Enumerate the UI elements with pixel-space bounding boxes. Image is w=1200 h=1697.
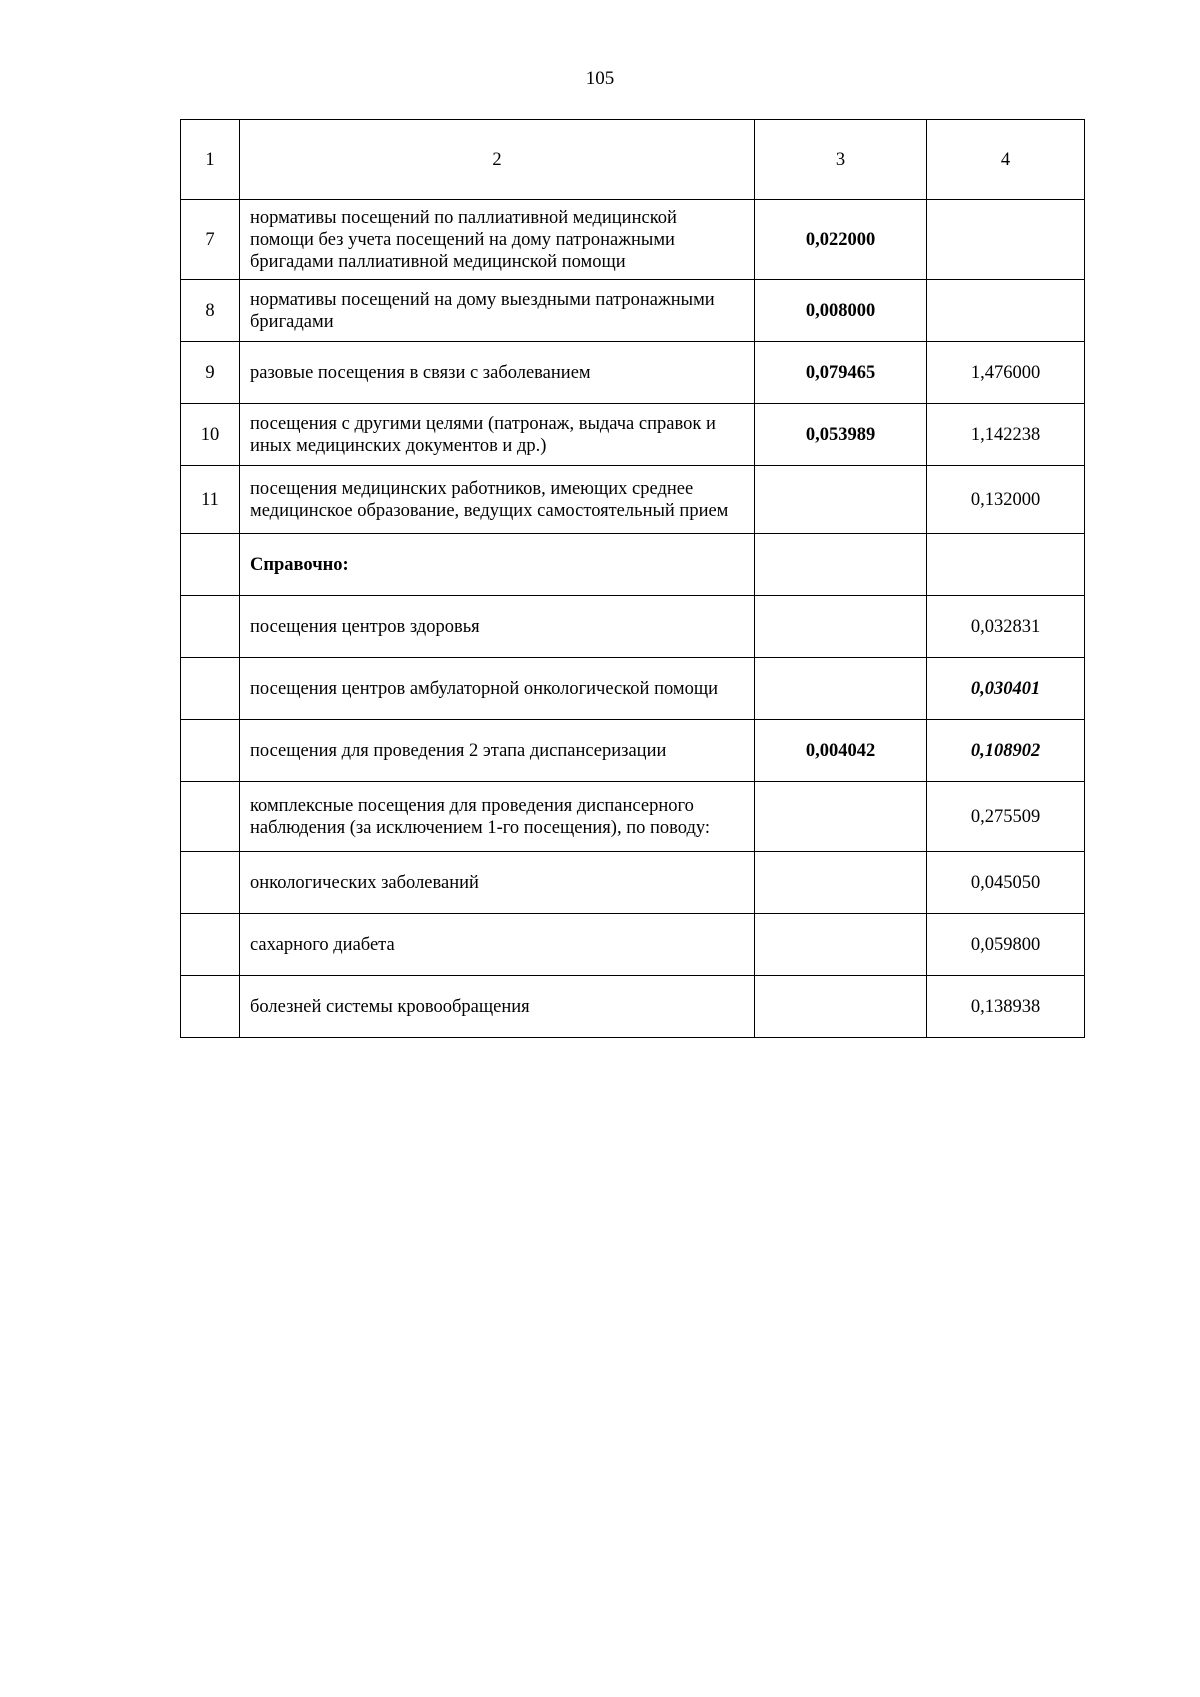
row-value-col3: [755, 852, 927, 914]
row-value-col4: 1,142238: [927, 404, 1085, 466]
row-value-col4: 0,059800: [927, 914, 1085, 976]
row-value-col4: 0,032831: [927, 596, 1085, 658]
row-description: разовые посещения в связи с заболеванием: [240, 342, 755, 404]
table-row: [181, 404, 1085, 466]
row-value-col4: 0,108902: [927, 720, 1085, 782]
row-value-col4: 0,275509: [927, 782, 1085, 852]
row-value-col3: 0,004042: [755, 720, 927, 782]
row-value-col3: [755, 466, 927, 534]
table-row: [181, 596, 1085, 658]
row-number: [181, 782, 240, 852]
row-value-col3: [755, 914, 927, 976]
row-value-col3: [755, 596, 927, 658]
row-value-col3: [755, 658, 927, 720]
row-description: онкологических заболеваний: [240, 852, 755, 914]
table-row: [181, 534, 1085, 596]
table-row: [181, 852, 1085, 914]
row-value-col3: 0,022000: [755, 200, 927, 280]
row-number: [181, 976, 240, 1038]
header-cell-2: 2: [240, 120, 755, 200]
header-cell-1: 1: [181, 120, 240, 200]
row-description: посещения с другими целями (патронаж, выдача справок и иных медицинских документов и др.): [240, 404, 755, 466]
row-value-col4: 0,138938: [927, 976, 1085, 1038]
table-row: [181, 280, 1085, 342]
row-value-col4: [927, 534, 1085, 596]
row-value-col3: [755, 782, 927, 852]
row-number: [181, 658, 240, 720]
table-row: [181, 342, 1085, 404]
row-description: посещения для проведения 2 этапа диспансеризации: [240, 720, 755, 782]
row-value-col4: 0,132000: [927, 466, 1085, 534]
section-label: Справочно:: [240, 534, 755, 596]
row-value-col3: [755, 976, 927, 1038]
page-number: 105: [585, 68, 615, 89]
table-row: [181, 466, 1085, 534]
row-value-col3: 0,079465: [755, 342, 927, 404]
row-description: посещения центров амбулаторной онкологической помощи: [240, 658, 755, 720]
table-row: [181, 720, 1085, 782]
table-header-row: [181, 120, 1085, 200]
row-value-col4: 1,476000: [927, 342, 1085, 404]
header-cell-4: 4: [927, 120, 1085, 200]
row-description: комплексные посещения для проведения диспансерного наблюдения (за исключением 1-го посещения), по поводу:: [240, 782, 755, 852]
row-value-col3: 0,053989: [755, 404, 927, 466]
row-number: [181, 914, 240, 976]
row-description: нормативы посещений на дому выездными патронажными бригадами: [240, 280, 755, 342]
row-description: нормативы посещений по паллиативной медицинской помощи без учета посещений на дому патронажными бригадами паллиативной медицинской помощи: [240, 200, 755, 280]
row-description: посещения центров здоровья: [240, 596, 755, 658]
row-value-col4: 0,030401: [927, 658, 1085, 720]
row-number: [181, 852, 240, 914]
row-number: 11: [181, 466, 240, 534]
table-row: [181, 200, 1085, 280]
row-value-col4: [927, 200, 1085, 280]
row-value-col4: 0,045050: [927, 852, 1085, 914]
header-cell-3: 3: [755, 120, 927, 200]
row-number: 8: [181, 280, 240, 342]
row-value-col3: 0,008000: [755, 280, 927, 342]
table-row: [181, 782, 1085, 852]
row-number: 7: [181, 200, 240, 280]
row-number: 10: [181, 404, 240, 466]
norms-table: [180, 119, 1085, 1038]
row-number: [181, 596, 240, 658]
table-row: [181, 976, 1085, 1038]
table-row: [181, 658, 1085, 720]
row-description: посещения медицинских работников, имеющих среднее медицинское образование, ведущих самостоятельный прием: [240, 466, 755, 534]
row-value-col4: [927, 280, 1085, 342]
row-number: [181, 534, 240, 596]
table-row: [181, 914, 1085, 976]
row-number: [181, 720, 240, 782]
row-value-col3: [755, 534, 927, 596]
row-description: сахарного диабета: [240, 914, 755, 976]
row-number: 9: [181, 342, 240, 404]
row-description: болезней системы кровообращения: [240, 976, 755, 1038]
